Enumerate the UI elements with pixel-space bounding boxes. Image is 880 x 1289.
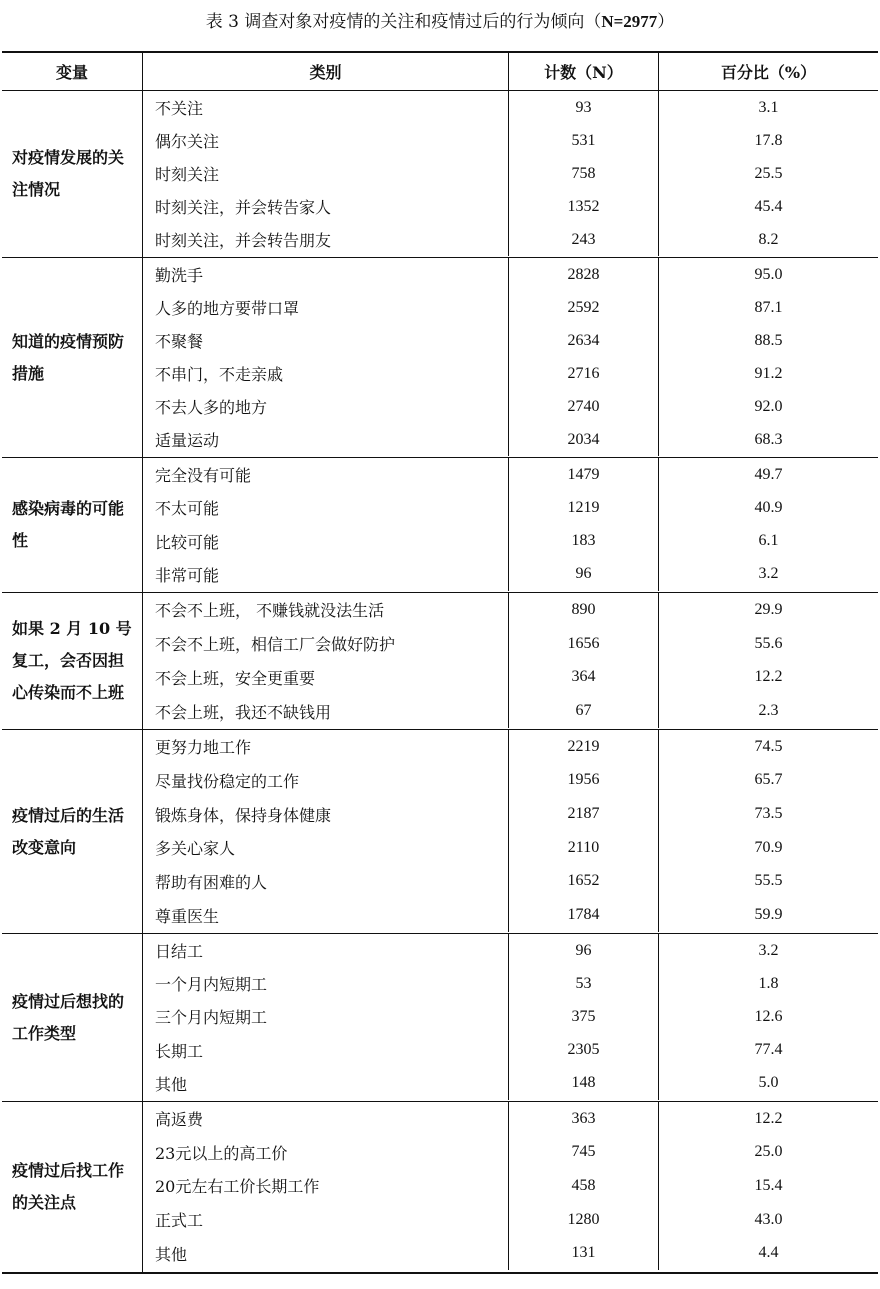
table-row <box>143 730 878 764</box>
table-row <box>143 558 878 591</box>
group-variable: 如果 2 月 10 号复工，会否因担心传染而不上班 <box>2 593 143 729</box>
percent-cell: 12.6 <box>754 1007 783 1025</box>
category-cell: 一个月内短期工 <box>143 967 509 1000</box>
count-cell: 758 <box>509 157 659 190</box>
category-cell: 尽量找份稳定的工作 <box>143 764 509 798</box>
group-rows <box>143 458 878 592</box>
category-cell: 适量运动 <box>143 423 509 456</box>
percent-cell: 55.6 <box>754 634 783 652</box>
table-row <box>143 458 878 491</box>
category-cell: 长期工 <box>143 1034 509 1067</box>
count-cell: 375 <box>509 1000 659 1033</box>
category-cell: 20元左右工价长期工作 <box>143 1169 509 1203</box>
group-rows <box>143 730 878 933</box>
category-cell: 时刻关注，并会转告家人 <box>143 190 509 223</box>
table-row <box>143 423 878 456</box>
percent-cell: 95.0 <box>754 265 783 283</box>
percent-cell: 6.1 <box>758 532 779 550</box>
count-cell: 2716 <box>509 357 659 390</box>
table-row <box>143 190 878 223</box>
group-rows <box>143 258 878 457</box>
table-row <box>143 934 878 967</box>
category-cell: 不去人多的地方 <box>143 390 509 423</box>
table-title <box>0 10 880 34</box>
percent-cell: 92.0 <box>754 397 783 415</box>
percent-cell: 43.0 <box>754 1210 783 1228</box>
percent-cell: 29.9 <box>754 600 783 618</box>
category-cell: 时刻关注 <box>143 157 509 190</box>
category-cell: 不会上班，我还不缺钱用 <box>143 694 509 728</box>
category-cell: 不会上班，安全更重要 <box>143 661 509 695</box>
category-cell: 不会不上班， 不赚钱就没法生活 <box>143 593 509 627</box>
percent-cell: 91.2 <box>754 364 783 382</box>
category-cell: 非常可能 <box>143 558 509 591</box>
category-cell: 完全没有可能 <box>143 458 509 491</box>
group-rows <box>143 593 878 729</box>
percent-cell: 25.0 <box>754 1143 783 1161</box>
table-group <box>2 91 878 258</box>
table-row <box>143 831 878 865</box>
count-cell: 531 <box>509 124 659 157</box>
percent-cell: 73.5 <box>754 805 783 823</box>
header-category: 类别 <box>143 53 509 90</box>
table-row <box>143 1102 878 1136</box>
percent-cell: 12.2 <box>754 668 783 686</box>
percent-cell: 17.8 <box>754 131 783 149</box>
table-row <box>143 491 878 524</box>
table-group <box>2 934 878 1102</box>
table-row <box>143 1236 878 1270</box>
group-variable: 疫情过后的生活改变意向 <box>2 730 143 933</box>
category-cell: 比较可能 <box>143 525 509 558</box>
percent-cell: 15.4 <box>754 1176 783 1194</box>
table-title-n: N=2977 <box>601 12 658 31</box>
table-row <box>143 124 878 157</box>
percent-cell: 87.1 <box>754 298 783 316</box>
count-cell: 96 <box>509 558 659 591</box>
table-row <box>143 390 878 423</box>
table-row <box>143 91 878 124</box>
percent-cell: 25.5 <box>754 164 783 182</box>
category-cell: 三个月内短期工 <box>143 1000 509 1033</box>
percent-cell: 65.7 <box>754 771 783 789</box>
table-row <box>143 157 878 190</box>
count-cell: 2592 <box>509 291 659 324</box>
group-rows <box>143 1102 878 1272</box>
count-cell: 2110 <box>509 831 659 865</box>
group-variable: 对疫情发展的关注情况 <box>2 91 143 257</box>
category-cell: 正式工 <box>143 1203 509 1237</box>
count-cell: 183 <box>509 525 659 558</box>
count-cell: 1219 <box>509 491 659 524</box>
percent-cell: 77.4 <box>754 1041 783 1059</box>
count-cell: 2305 <box>509 1034 659 1067</box>
count-cell: 1280 <box>509 1203 659 1237</box>
table-group <box>2 458 878 593</box>
count-cell: 890 <box>509 593 659 627</box>
count-cell: 458 <box>509 1169 659 1203</box>
percent-cell: 59.9 <box>754 906 783 924</box>
count-cell: 2634 <box>509 324 659 357</box>
group-rows <box>143 91 878 257</box>
table-row <box>143 694 878 728</box>
count-cell: 1656 <box>509 627 659 661</box>
category-cell: 不太可能 <box>143 491 509 524</box>
table-row <box>143 1034 878 1067</box>
table-row <box>143 525 878 558</box>
percent-cell: 68.3 <box>754 430 783 448</box>
count-cell: 1784 <box>509 898 659 932</box>
table-title-suffix: ） <box>657 12 675 32</box>
percent-cell: 3.2 <box>758 941 779 959</box>
count-cell: 2828 <box>509 258 659 291</box>
group-rows <box>143 934 878 1101</box>
percent-cell: 3.2 <box>758 565 779 583</box>
table-row <box>143 661 878 695</box>
percent-cell: 5.0 <box>758 1074 779 1092</box>
percent-cell: 74.5 <box>754 737 783 755</box>
category-cell: 帮助有困难的人 <box>143 865 509 899</box>
percent-cell: 2.3 <box>758 702 779 720</box>
category-cell: 勤洗手 <box>143 258 509 291</box>
count-cell: 67 <box>509 694 659 728</box>
percent-cell: 55.5 <box>754 872 783 890</box>
table-row <box>143 258 878 291</box>
table-row <box>143 324 878 357</box>
table-group <box>2 258 878 458</box>
table-row <box>143 967 878 1000</box>
count-cell: 1479 <box>509 458 659 491</box>
table-row <box>143 357 878 390</box>
header-variable: 变量 <box>2 53 143 90</box>
category-cell: 不关注 <box>143 91 509 124</box>
group-variable: 感染病毒的可能性 <box>2 458 143 592</box>
table-row <box>143 865 878 899</box>
category-cell: 其他 <box>143 1236 509 1270</box>
count-cell: 364 <box>509 661 659 695</box>
table-group <box>2 593 878 730</box>
count-cell: 131 <box>509 1236 659 1270</box>
percent-cell: 70.9 <box>754 838 783 856</box>
percent-cell: 49.7 <box>754 465 783 483</box>
percent-cell: 40.9 <box>754 498 783 516</box>
category-cell: 人多的地方要带口罩 <box>143 291 509 324</box>
table-row <box>143 1067 878 1100</box>
header-percent: 百分比（%） <box>720 63 817 82</box>
group-variable: 疫情过后找工作的关注点 <box>2 1102 143 1272</box>
percent-cell: 1.8 <box>758 974 779 992</box>
table-body <box>2 91 878 1272</box>
group-variable: 疫情过后想找的工作类型 <box>2 934 143 1101</box>
category-cell: 偶尔关注 <box>143 124 509 157</box>
category-cell: 不会不上班，相信工厂会做好防护 <box>143 627 509 661</box>
percent-cell: 4.4 <box>758 1244 779 1262</box>
count-cell: 1652 <box>509 865 659 899</box>
category-cell: 不聚餐 <box>143 324 509 357</box>
data-table <box>2 51 878 1274</box>
count-cell: 2034 <box>509 423 659 456</box>
table-row <box>143 593 878 627</box>
category-cell: 其他 <box>143 1067 509 1100</box>
count-cell: 745 <box>509 1136 659 1170</box>
count-cell: 1956 <box>509 764 659 798</box>
count-cell: 2187 <box>509 797 659 831</box>
table-row <box>143 291 878 324</box>
category-cell: 尊重医生 <box>143 898 509 932</box>
count-cell: 96 <box>509 934 659 967</box>
percent-cell: 12.2 <box>754 1109 783 1127</box>
table-group <box>2 730 878 934</box>
category-cell: 23元以上的高工价 <box>143 1136 509 1170</box>
category-cell: 多关心家人 <box>143 831 509 865</box>
table-row <box>143 1203 878 1237</box>
table-row <box>143 223 878 256</box>
table-row <box>143 627 878 661</box>
count-cell: 93 <box>509 91 659 124</box>
category-cell: 更努力地工作 <box>143 730 509 764</box>
table-row <box>143 1000 878 1033</box>
count-cell: 363 <box>509 1102 659 1136</box>
percent-cell: 3.1 <box>758 98 779 116</box>
count-cell: 53 <box>509 967 659 1000</box>
count-cell: 243 <box>509 223 659 256</box>
category-cell: 高返费 <box>143 1102 509 1136</box>
count-cell: 2740 <box>509 390 659 423</box>
table-title-prefix: 表 3 调查对象对疫情的关注和疫情过后的行为倾向（ <box>205 12 602 32</box>
category-cell: 不串门，不走亲戚 <box>143 357 509 390</box>
category-cell: 锻炼身体，保持身体健康 <box>143 797 509 831</box>
group-variable: 知道的疫情预防措施 <box>2 258 143 457</box>
percent-cell: 88.5 <box>754 331 783 349</box>
table-row <box>143 898 878 932</box>
count-cell: 148 <box>509 1067 659 1100</box>
percent-cell: 8.2 <box>758 230 779 248</box>
table-header <box>2 53 878 91</box>
count-cell: 2219 <box>509 730 659 764</box>
table-row <box>143 797 878 831</box>
header-count: 计数（N） <box>509 53 659 90</box>
category-cell: 时刻关注，并会转告朋友 <box>143 223 509 256</box>
table-row <box>143 764 878 798</box>
table-row <box>143 1136 878 1170</box>
count-cell: 1352 <box>509 190 659 223</box>
percent-cell: 45.4 <box>754 197 783 215</box>
category-cell: 日结工 <box>143 934 509 967</box>
table-row <box>143 1169 878 1203</box>
table-group <box>2 1102 878 1272</box>
